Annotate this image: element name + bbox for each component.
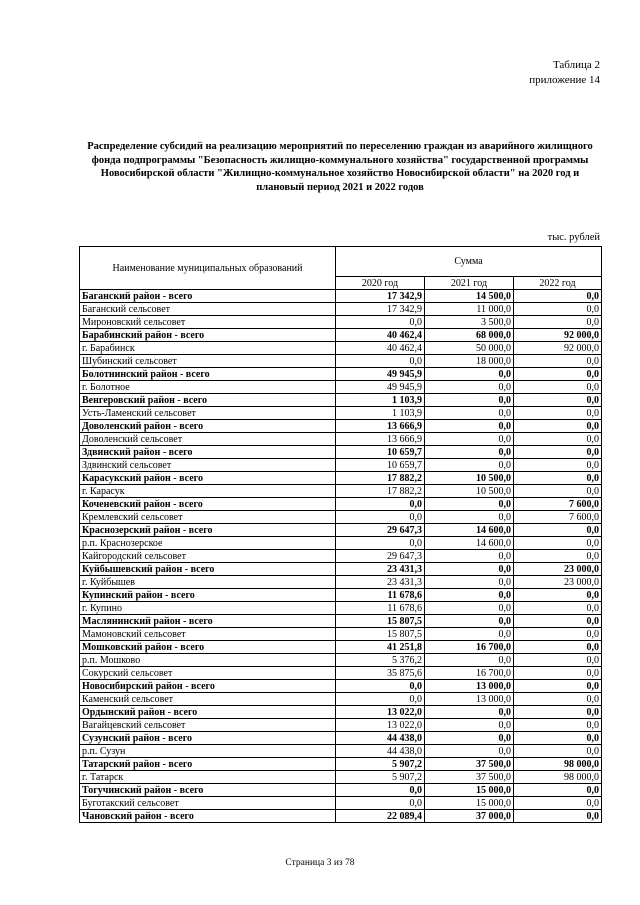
- district-total-row: [80, 329, 602, 342]
- district-total-row: [80, 394, 602, 407]
- subsidy-table: [79, 246, 602, 823]
- settlement-row: [80, 745, 602, 758]
- district-total-row: [80, 420, 602, 433]
- amount-cell-2022: 0,0: [514, 381, 602, 394]
- units-label: тыс. рублей: [547, 232, 600, 243]
- amount-cell-2021: 10 500,0: [425, 472, 514, 485]
- settlement-row: [80, 355, 602, 368]
- amount-cell-2021: 0,0: [425, 381, 514, 394]
- amount-cell-2022: 7 600,0: [514, 498, 602, 511]
- row-name-cell: Кайгородский сельсовет: [80, 550, 336, 563]
- table-label: Таблица 2: [552, 59, 600, 71]
- amount-cell-2022: 0,0: [514, 550, 602, 563]
- settlement-row: [80, 303, 602, 316]
- amount-cell-2020: 40 462,4: [336, 342, 425, 355]
- amount-cell-2022: 0,0: [514, 615, 602, 628]
- amount-cell-2020: 5 376,2: [336, 654, 425, 667]
- row-name-cell: Вагайцевский сельсовет: [80, 719, 336, 732]
- amount-cell-2021: 14 500,0: [425, 290, 514, 303]
- row-name-cell: Карасукский район - всего: [80, 472, 336, 485]
- amount-cell-2022: 23 000,0: [514, 563, 602, 576]
- amount-cell-2021: 0,0: [425, 732, 514, 745]
- amount-cell-2020: 23 431,3: [336, 576, 425, 589]
- row-name-cell: Доволенский район - всего: [80, 420, 336, 433]
- row-name-cell: Барабинский район - всего: [80, 329, 336, 342]
- amount-cell-2020: 1 103,9: [336, 394, 425, 407]
- settlement-row: [80, 511, 602, 524]
- settlement-row: [80, 771, 602, 784]
- amount-cell-2020: 0,0: [336, 693, 425, 706]
- amount-cell-2021: 0,0: [425, 589, 514, 602]
- row-name-cell: г. Барабинск: [80, 342, 336, 355]
- amount-cell-2021: 37 500,0: [425, 771, 514, 784]
- row-name-cell: р.п. Краснозерское: [80, 537, 336, 550]
- amount-cell-2021: 16 700,0: [425, 667, 514, 680]
- amount-cell-2021: 13 000,0: [425, 693, 514, 706]
- amount-cell-2021: 0,0: [425, 511, 514, 524]
- amount-cell-2020: 40 462,4: [336, 329, 425, 342]
- amount-cell-2020: 15 807,5: [336, 628, 425, 641]
- amount-cell-2021: 0,0: [425, 563, 514, 576]
- amount-cell-2021: 14 600,0: [425, 537, 514, 550]
- amount-cell-2020: 0,0: [336, 355, 425, 368]
- district-total-row: [80, 641, 602, 654]
- row-name-cell: Новосибирский район - всего: [80, 680, 336, 693]
- amount-cell-2021: 0,0: [425, 602, 514, 615]
- row-name-cell: Баганский район - всего: [80, 290, 336, 303]
- district-total-row: [80, 732, 602, 745]
- row-name-cell: Краснозерский район - всего: [80, 524, 336, 537]
- row-name-cell: Купинский район - всего: [80, 589, 336, 602]
- amount-cell-2021: 0,0: [425, 628, 514, 641]
- amount-cell-2022: 0,0: [514, 394, 602, 407]
- amount-cell-2020: 41 251,8: [336, 641, 425, 654]
- amount-cell-2022: 92 000,0: [514, 329, 602, 342]
- amount-cell-2021: 0,0: [425, 576, 514, 589]
- row-name-cell: Доволенский сельсовет: [80, 433, 336, 446]
- row-name-cell: Мошковский район - всего: [80, 641, 336, 654]
- amount-cell-2020: 17 882,2: [336, 485, 425, 498]
- amount-cell-2021: 0,0: [425, 615, 514, 628]
- appendix-label: приложение 14: [529, 74, 600, 86]
- amount-cell-2021: 0,0: [425, 706, 514, 719]
- row-name-cell: Здвинский сельсовет: [80, 459, 336, 472]
- row-name-cell: Шубинский сельсовет: [80, 355, 336, 368]
- amount-cell-2020: 23 431,3: [336, 563, 425, 576]
- amount-cell-2020: 0,0: [336, 511, 425, 524]
- settlement-row: [80, 628, 602, 641]
- settlement-row: [80, 654, 602, 667]
- amount-cell-2022: 0,0: [514, 420, 602, 433]
- page-footer: Страница 3 из 78: [285, 858, 355, 868]
- amount-cell-2022: 0,0: [514, 680, 602, 693]
- amount-cell-2022: 0,0: [514, 667, 602, 680]
- amount-cell-2022: 0,0: [514, 810, 602, 823]
- settlement-row: [80, 719, 602, 732]
- amount-cell-2020: 11 678,6: [336, 589, 425, 602]
- district-total-row: [80, 706, 602, 719]
- row-name-cell: Мироновский сельсовет: [80, 316, 336, 329]
- amount-cell-2022: 0,0: [514, 641, 602, 654]
- settlement-row: [80, 576, 602, 589]
- settlement-row: [80, 433, 602, 446]
- amount-cell-2020: 17 342,9: [336, 303, 425, 316]
- amount-cell-2022: 0,0: [514, 797, 602, 810]
- amount-cell-2020: 11 678,6: [336, 602, 425, 615]
- district-total-row: [80, 524, 602, 537]
- amount-cell-2022: 0,0: [514, 472, 602, 485]
- column-header-sum: Сумма: [336, 247, 602, 277]
- district-total-row: [80, 810, 602, 823]
- settlement-row: [80, 602, 602, 615]
- amount-cell-2020: 22 089,4: [336, 810, 425, 823]
- row-name-cell: Коченевский район - всего: [80, 498, 336, 511]
- amount-cell-2021: 15 000,0: [425, 797, 514, 810]
- amount-cell-2020: 13 666,9: [336, 433, 425, 446]
- district-total-row: [80, 758, 602, 771]
- row-name-cell: Буготакский сельсовет: [80, 797, 336, 810]
- amount-cell-2021: 0,0: [425, 550, 514, 563]
- amount-cell-2021: 14 600,0: [425, 524, 514, 537]
- row-name-cell: Мамоновский сельсовет: [80, 628, 336, 641]
- amount-cell-2022: 0,0: [514, 784, 602, 797]
- row-name-cell: г. Карасук: [80, 485, 336, 498]
- amount-cell-2022: 0,0: [514, 706, 602, 719]
- settlement-row: [80, 537, 602, 550]
- row-name-cell: Маслянинский район - всего: [80, 615, 336, 628]
- amount-cell-2021: 68 000,0: [425, 329, 514, 342]
- settlement-row: [80, 316, 602, 329]
- amount-cell-2020: 5 907,2: [336, 771, 425, 784]
- row-name-cell: Сокурский сельсовет: [80, 667, 336, 680]
- amount-cell-2020: 49 945,9: [336, 381, 425, 394]
- amount-cell-2022: 0,0: [514, 537, 602, 550]
- amount-cell-2022: 0,0: [514, 589, 602, 602]
- amount-cell-2020: 10 659,7: [336, 446, 425, 459]
- row-name-cell: г. Купино: [80, 602, 336, 615]
- amount-cell-2020: 44 438,0: [336, 745, 425, 758]
- amount-cell-2020: 13 022,0: [336, 706, 425, 719]
- amount-cell-2020: 29 647,3: [336, 550, 425, 563]
- row-name-cell: Сузунский район - всего: [80, 732, 336, 745]
- amount-cell-2020: 0,0: [336, 537, 425, 550]
- row-name-cell: Ордынский район - всего: [80, 706, 336, 719]
- amount-cell-2021: 18 000,0: [425, 355, 514, 368]
- row-name-cell: Тогучинский район - всего: [80, 784, 336, 797]
- amount-cell-2022: 0,0: [514, 719, 602, 732]
- column-header-year: 2020 год: [336, 277, 425, 290]
- amount-cell-2020: 15 807,5: [336, 615, 425, 628]
- amount-cell-2020: 0,0: [336, 498, 425, 511]
- amount-cell-2021: 0,0: [425, 433, 514, 446]
- settlement-row: [80, 667, 602, 680]
- settlement-row: [80, 342, 602, 355]
- amount-cell-2022: 98 000,0: [514, 758, 602, 771]
- row-name-cell: г. Болотное: [80, 381, 336, 394]
- settlement-row: [80, 550, 602, 563]
- row-name-cell: Венгеровский район - всего: [80, 394, 336, 407]
- amount-cell-2022: 0,0: [514, 368, 602, 381]
- amount-cell-2022: 0,0: [514, 459, 602, 472]
- settlement-row: [80, 693, 602, 706]
- settlement-row: [80, 485, 602, 498]
- amount-cell-2022: 0,0: [514, 745, 602, 758]
- column-header-name: Наименование муниципальных образований: [80, 247, 336, 290]
- amount-cell-2020: 0,0: [336, 316, 425, 329]
- amount-cell-2021: 15 000,0: [425, 784, 514, 797]
- amount-cell-2020: 13 666,9: [336, 420, 425, 433]
- header-block: [529, 58, 600, 88]
- amount-cell-2020: 49 945,9: [336, 368, 425, 381]
- amount-cell-2021: 37 000,0: [425, 810, 514, 823]
- district-total-row: [80, 589, 602, 602]
- amount-cell-2020: 1 103,9: [336, 407, 425, 420]
- amount-cell-2022: 7 600,0: [514, 511, 602, 524]
- district-total-row: [80, 680, 602, 693]
- amount-cell-2020: 10 659,7: [336, 459, 425, 472]
- amount-cell-2020: 0,0: [336, 784, 425, 797]
- district-total-row: [80, 472, 602, 485]
- amount-cell-2022: 0,0: [514, 524, 602, 537]
- amount-cell-2020: 44 438,0: [336, 732, 425, 745]
- settlement-row: [80, 381, 602, 394]
- amount-cell-2022: 0,0: [514, 485, 602, 498]
- document-title: Распределение субсидий на реализацию мероприятий по переселению граждан из аварийного жилищного фонда подпрограммы "Безопасность жилищно-коммунального хозяйства" государственной программы Новосибирской области "Жилищно-коммунальное хозяйство Новосибирской области" на 2020 год и плановый период 2021 и 2022 годов: [87, 141, 593, 193]
- row-name-cell: р.п. Мошково: [80, 654, 336, 667]
- amount-cell-2021: 10 500,0: [425, 485, 514, 498]
- amount-cell-2020: 0,0: [336, 797, 425, 810]
- amount-cell-2020: 17 342,9: [336, 290, 425, 303]
- settlement-row: [80, 459, 602, 472]
- settlement-row: [80, 407, 602, 420]
- amount-cell-2021: 0,0: [425, 654, 514, 667]
- amount-cell-2021: 0,0: [425, 420, 514, 433]
- column-header-year: 2021 год: [425, 277, 514, 290]
- row-name-cell: г. Татарск: [80, 771, 336, 784]
- amount-cell-2022: 0,0: [514, 407, 602, 420]
- district-total-row: [80, 563, 602, 576]
- amount-cell-2022: 0,0: [514, 303, 602, 316]
- amount-cell-2020: 35 875,6: [336, 667, 425, 680]
- amount-cell-2021: 16 700,0: [425, 641, 514, 654]
- amount-cell-2022: 0,0: [514, 602, 602, 615]
- row-name-cell: Чановский район - всего: [80, 810, 336, 823]
- amount-cell-2020: 17 882,2: [336, 472, 425, 485]
- amount-cell-2022: 0,0: [514, 290, 602, 303]
- amount-cell-2021: 0,0: [425, 407, 514, 420]
- row-name-cell: Кремлевский сельсовет: [80, 511, 336, 524]
- row-name-cell: Татарский район - всего: [80, 758, 336, 771]
- amount-cell-2021: 11 000,0: [425, 303, 514, 316]
- amount-cell-2021: 3 500,0: [425, 316, 514, 329]
- district-total-row: [80, 784, 602, 797]
- row-name-cell: Куйбышевский район - всего: [80, 563, 336, 576]
- amount-cell-2021: 13 000,0: [425, 680, 514, 693]
- settlement-row: [80, 797, 602, 810]
- amount-cell-2022: 23 000,0: [514, 576, 602, 589]
- amount-cell-2022: 0,0: [514, 446, 602, 459]
- row-name-cell: Каменский сельсовет: [80, 693, 336, 706]
- amount-cell-2022: 0,0: [514, 693, 602, 706]
- amount-cell-2022: 0,0: [514, 355, 602, 368]
- column-header-year: 2022 год: [514, 277, 602, 290]
- amount-cell-2021: 0,0: [425, 368, 514, 381]
- row-name-cell: г. Куйбышев: [80, 576, 336, 589]
- amount-cell-2022: 92 000,0: [514, 342, 602, 355]
- amount-cell-2022: 0,0: [514, 433, 602, 446]
- amount-cell-2022: 0,0: [514, 316, 602, 329]
- district-total-row: [80, 368, 602, 381]
- district-total-row: [80, 498, 602, 511]
- amount-cell-2022: 0,0: [514, 628, 602, 641]
- amount-cell-2020: 13 022,0: [336, 719, 425, 732]
- amount-cell-2021: 37 500,0: [425, 758, 514, 771]
- amount-cell-2021: 50 000,0: [425, 342, 514, 355]
- district-total-row: [80, 446, 602, 459]
- row-name-cell: Усть-Ламенский сельсовет: [80, 407, 336, 420]
- amount-cell-2022: 0,0: [514, 732, 602, 745]
- amount-cell-2021: 0,0: [425, 498, 514, 511]
- amount-cell-2021: 0,0: [425, 719, 514, 732]
- row-name-cell: Здвинский район - всего: [80, 446, 336, 459]
- amount-cell-2021: 0,0: [425, 446, 514, 459]
- amount-cell-2021: 0,0: [425, 394, 514, 407]
- amount-cell-2022: 0,0: [514, 654, 602, 667]
- amount-cell-2020: 29 647,3: [336, 524, 425, 537]
- amount-cell-2021: 0,0: [425, 745, 514, 758]
- amount-cell-2021: 0,0: [425, 459, 514, 472]
- amount-cell-2022: 98 000,0: [514, 771, 602, 784]
- row-name-cell: р.п. Сузун: [80, 745, 336, 758]
- district-total-row: [80, 615, 602, 628]
- row-name-cell: Болотнинский район - всего: [80, 368, 336, 381]
- amount-cell-2020: 0,0: [336, 680, 425, 693]
- row-name-cell: Баганский сельсовет: [80, 303, 336, 316]
- amount-cell-2020: 5 907,2: [336, 758, 425, 771]
- district-total-row: [80, 290, 602, 303]
